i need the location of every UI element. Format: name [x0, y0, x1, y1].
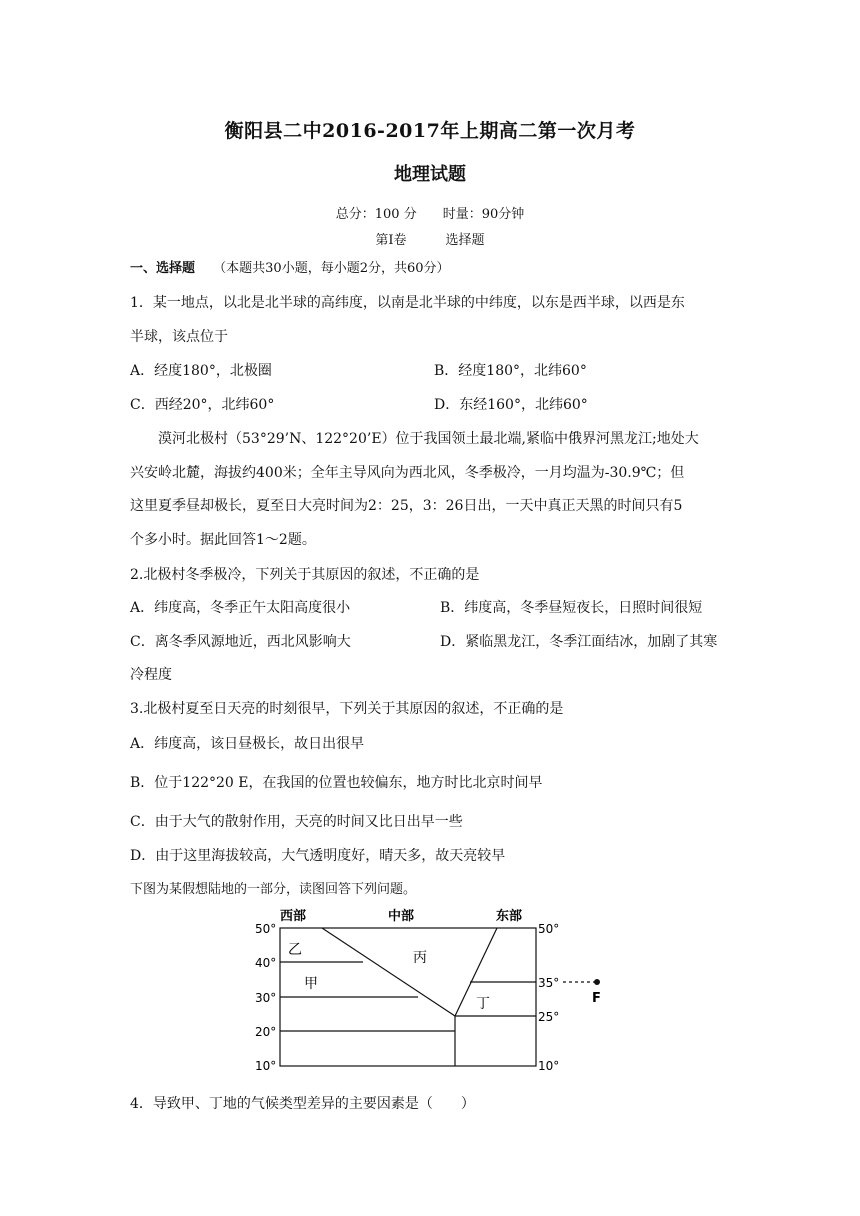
q2-option-d: D．紧临黑龙江，冬季江面结冰，加剧了其寒	[440, 634, 718, 650]
left-tick-20: 20°	[255, 1025, 277, 1039]
q1-stem-line2: 半球，该点位于	[130, 329, 228, 345]
q3-option-b: B．位于122°20 E，在我国的位置也较偏东，地方时比北京时间早	[130, 775, 543, 791]
right-tick-50: 50°	[538, 922, 560, 936]
passage-line4: 个多小时。据此回答1～2题。	[130, 532, 316, 548]
passage-line3: 这里夏季昼却极长，夏至日大亮时间为2：25，3：26日出，一天中真正天黑的时间只有5	[130, 498, 683, 514]
exam-meta: 总分：100 分 时量：90分钟	[335, 207, 525, 222]
volume-label: 第Ⅰ卷 选择题	[375, 233, 485, 248]
q3-stem: 3.北极村夏至日天亮的时刻很早，下列关于其原因的叙述，不正确的是	[130, 701, 564, 717]
section-note: （本题共30小题，每小题2分，共60分）	[213, 261, 450, 276]
q2-option-a: A．纬度高，冬季正午太阳高度很小	[130, 600, 351, 616]
passage-line1: 漠河北极村（53°29’N、122°20’E）位于我国领土最北端,紧临中俄界河黑龙江;地处大	[158, 431, 699, 447]
q2-option-d-continued: 冷程度	[130, 667, 172, 683]
left-tick-30: 30°	[255, 991, 277, 1005]
left-tick-50: 50°	[255, 922, 277, 936]
q1-option-d: D．东经160°，北纬60°	[434, 397, 588, 413]
region-yi-label: 乙	[288, 942, 302, 958]
section-heading	[130, 257, 450, 276]
q1-stem-line1: 1．某一地点，以北是北半球的高纬度，以南是北半球的中纬度，以东是西半球，以西是东	[130, 295, 685, 311]
section-label: 一、选择题	[130, 261, 196, 276]
q3-option-d: D．由于这里海拔较高，大气透明度好，晴天多，故天亮较早	[130, 848, 506, 864]
label-east: 东部	[496, 909, 523, 924]
q3-option-a: A．纬度高，该日昼极长，故日出很早	[130, 736, 365, 752]
passage-line2: 兴安岭北麓，海拔约400米；全年主导风向为西北风，冬季极冷，一月均温为-30.9℃；但	[130, 465, 685, 481]
region-ding-label: 丁	[476, 996, 490, 1012]
point-f-marker	[594, 979, 600, 985]
left-tick-10: 10°	[255, 1059, 277, 1073]
subject-title: 地理试题	[394, 164, 466, 185]
q3-option-c: C．由于大气的散射作用，天亮的时间又比日出早一些	[130, 814, 463, 830]
right-tick-10: 10°	[538, 1059, 560, 1073]
right-tick-25: 25°	[538, 1010, 560, 1024]
q2-option-c: C．离冬季风源地近，西北风影响大	[130, 634, 351, 650]
exam-title: 衡阳县二中2016-2017年上期高二第一次月考	[224, 120, 636, 142]
q1-option-b: B．经度180°，北纬60°	[434, 363, 587, 379]
q1-option-a: A．经度180°，北极圈	[130, 363, 272, 379]
label-west: 西部	[280, 909, 307, 924]
q1-option-c: C．西经20°，北纬60°	[130, 397, 275, 413]
point-f-label: F	[592, 991, 601, 1006]
right-tick-35: 35°	[538, 976, 560, 990]
hypothetical-land-figure	[250, 904, 650, 1076]
q2-option-b: B．纬度高，冬季昼短夜长，日照时间很短	[440, 600, 703, 616]
region-jia-label: 甲	[304, 976, 318, 992]
label-middle: 中部	[388, 909, 415, 924]
figure-intro: 下图为某假想陆地的一部分，读图回答下列问题。	[130, 882, 417, 897]
q2-stem: 2.北极村冬季极冷，下列关于其原因的叙述，不正确的是	[130, 567, 480, 583]
diagonal-west-boundary	[322, 928, 455, 1016]
region-bing-label: 丙	[413, 950, 427, 966]
q4-stem: 4．导致甲、丁地的气候类型差异的主要因素是（ ）	[130, 1096, 475, 1112]
left-tick-40: 40°	[255, 956, 277, 970]
